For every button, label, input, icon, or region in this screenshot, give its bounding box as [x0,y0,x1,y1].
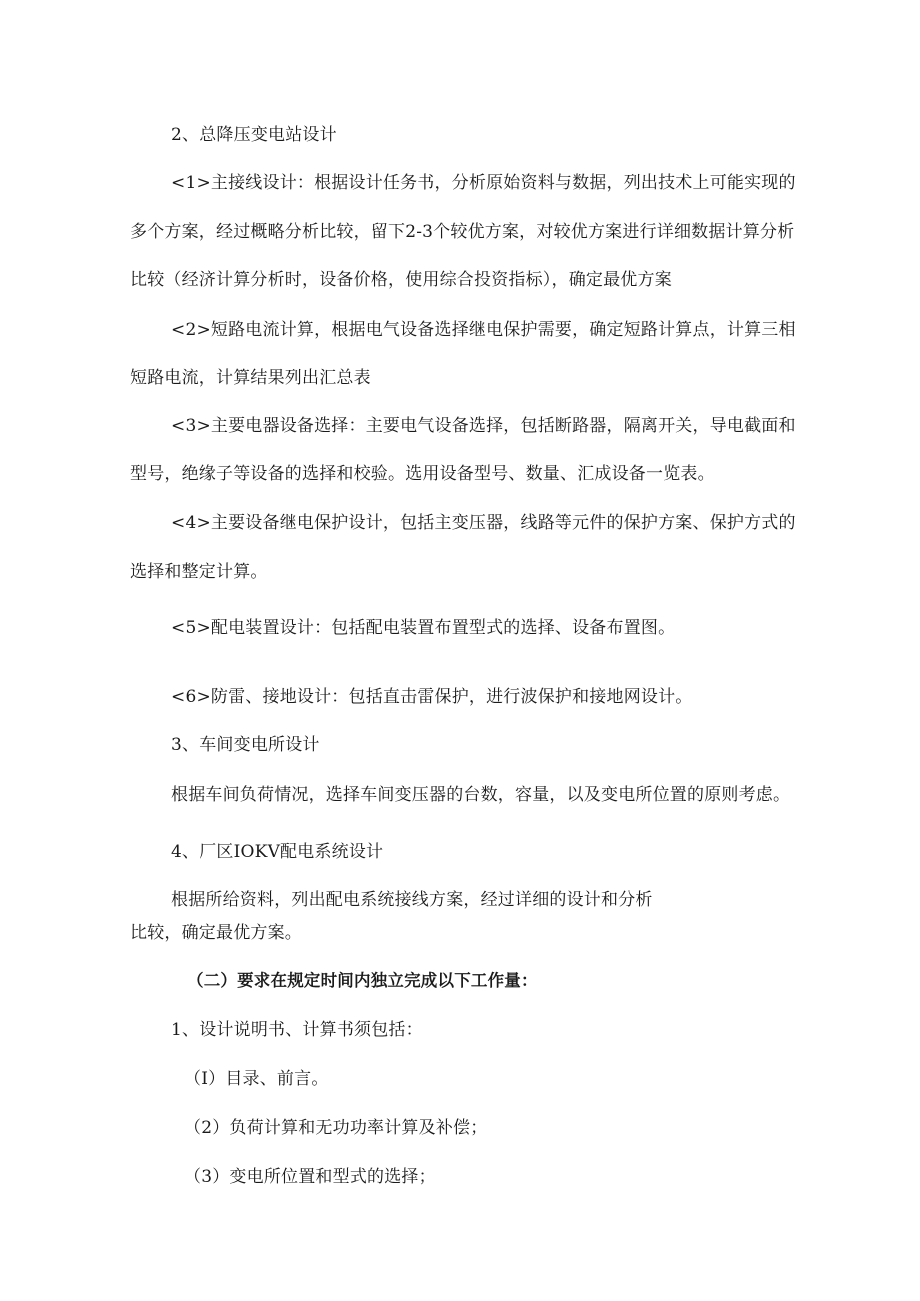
requirements-heading: （二）要求在规定时间内独立完成以下工作量： [187,971,538,990]
section-4-title: 4、厂区IOKV配电系统设计 [171,842,384,862]
sec2-p6: <6>防雷、接地设计：包括直击雷保护，进行波保护和接地网设计。 [171,687,693,707]
sec2-p2-line2: 短路电流，计算结果列出汇总表 [130,368,371,388]
sec3-body: 根据车间负荷情况，选择车间变压器的台数，容量，以及变电所位置的原则考虑。 [171,785,791,805]
sec4-body-line2: 比较，确定最优方案。 [130,923,302,943]
req-subitem-1: （I）目录、前言。 [184,1069,329,1089]
sec2-p3-line2: 型号，绝缘子等设备的选择和校验。选用设备型号、数量、汇成设备一览表。 [130,464,715,484]
section-2-title: 2、总降压变电站设计 [171,125,337,145]
section-3-title: 3、车间变电所设计 [171,735,320,755]
req-item-1: 1、设计说明书、计算书须包括： [171,1020,423,1040]
sec2-p3-line1: <3>主要电器设备选择：主要电气设备选择，包括断路器，隔离开关，导电截面和 [171,416,796,436]
sec2-p4-line2: 选择和整定计算。 [130,562,268,582]
sec4-body-line1: 根据所给资料，列出配电系统接线方案，经过详细的设计和分析 [171,890,653,910]
sec2-p1-line2: 多个方案，经过概略分析比较，留下2-3个较优方案，对较优方案进行详细数据计算分析 [130,222,795,242]
sec2-p1-line1: <1>主接线设计：根据设计任务书，分析原始资料与数据，列出技术上可能实现的 [171,173,796,193]
sec2-p1-line3: 比较（经济计算分析时，设备价格，使用综合投资指标），确定最优方案 [130,270,672,290]
req-subitem-3: （3）变电所位置和型式的选择； [184,1167,436,1187]
sec2-p2-line1: <2>短路电流计算，根据电气设备选择继电保护需要，确定短路计算点，计算三相 [171,320,796,340]
sec2-p5: <5>配电装置设计：包括配电装置布置型式的选择、设备布置图。 [171,618,676,638]
sec2-p4-line1: <4>主要设备继电保护设计，包括主变压器，线路等元件的保护方案、保护方式的 [171,513,796,533]
req-subitem-2: （2）负荷计算和无功功率计算及补偿； [184,1118,488,1138]
